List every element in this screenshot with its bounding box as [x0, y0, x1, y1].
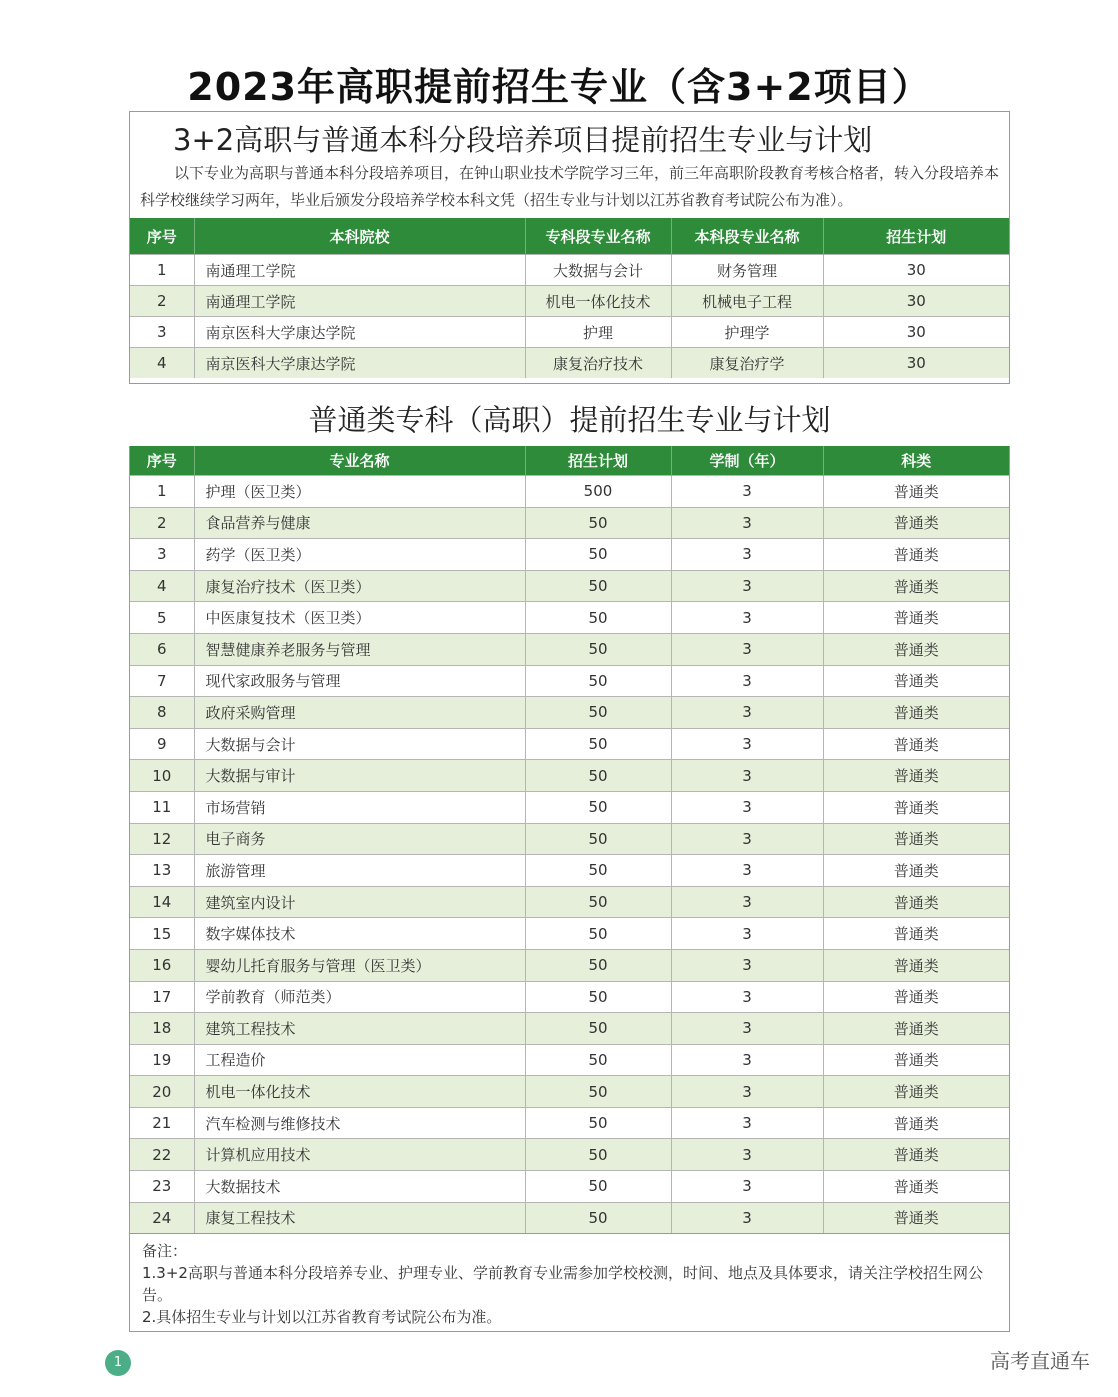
table-cell: 护理（医卫类）: [194, 476, 525, 508]
table-cell: 15: [130, 918, 194, 950]
table-cell: 3: [671, 633, 823, 665]
table-cell: 机电一体化技术: [525, 286, 671, 317]
table-cell: 12: [130, 823, 194, 855]
table-cell: 政府采购管理: [194, 697, 525, 729]
table-cell: 普通类: [823, 602, 1009, 634]
table-cell: 3: [671, 855, 823, 887]
table-cell: 3: [130, 539, 194, 571]
table-row: [130, 348, 1009, 379]
table-cell: 50: [525, 1076, 671, 1108]
table-cell: 50: [525, 791, 671, 823]
table-cell: 3: [671, 476, 823, 508]
table-cell: 旅游管理: [194, 855, 525, 887]
table-cell: 50: [525, 981, 671, 1013]
table-cell: 南通理工学院: [194, 286, 525, 317]
table-cell: 大数据与审计: [194, 760, 525, 792]
table-row: [130, 317, 1009, 348]
page-number-badge: 1: [105, 1350, 131, 1376]
table-cell: 建筑工程技术: [194, 1013, 525, 1045]
table-cell: 3: [671, 791, 823, 823]
section-3plus2: [129, 111, 1010, 384]
table-row: [130, 949, 1009, 981]
table-cell: 3: [671, 507, 823, 539]
column-header: 本科院校: [194, 218, 525, 255]
column-header: 学制（年）: [671, 446, 823, 476]
table-cell: 50: [525, 1013, 671, 1045]
table-cell: 南通理工学院: [194, 255, 525, 286]
table-cell: 9: [130, 728, 194, 760]
table-cell: 3: [671, 1013, 823, 1045]
table-cell: 19: [130, 1044, 194, 1076]
table-cell: 2: [130, 507, 194, 539]
table-cell: 普通类: [823, 791, 1009, 823]
table-cell: 50: [525, 665, 671, 697]
table-cell: 康复治疗学: [671, 348, 823, 379]
table-cell: 5: [130, 602, 194, 634]
table-cell: 南京医科大学康达学院: [194, 317, 525, 348]
table-cell: 普通类: [823, 949, 1009, 981]
table-cell: 50: [525, 1044, 671, 1076]
table-row: [130, 633, 1009, 665]
column-header: 本科段专业名称: [671, 218, 823, 255]
watermark: 高考直通车: [990, 1349, 1090, 1373]
table-cell: 3: [671, 728, 823, 760]
table-cell: 50: [525, 760, 671, 792]
table-cell: 护理: [525, 317, 671, 348]
table-row: [130, 1171, 1009, 1203]
table-cell: 3: [671, 1171, 823, 1203]
table-cell: 康复工程技术: [194, 1202, 525, 1233]
table-cell: 计算机应用技术: [194, 1139, 525, 1171]
table-cell: 16: [130, 949, 194, 981]
table-cell: 4: [130, 348, 194, 379]
table-cell: 婴幼儿托育服务与管理（医卫类）: [194, 949, 525, 981]
table-cell: 现代家政服务与管理: [194, 665, 525, 697]
table-cell: 6: [130, 633, 194, 665]
table-row: [130, 665, 1009, 697]
column-header: 招生计划: [823, 218, 1009, 255]
table-row: [130, 823, 1009, 855]
table-header-row: [130, 446, 1009, 476]
table-cell: 普通类: [823, 918, 1009, 950]
table-cell: 3: [671, 918, 823, 950]
table-cell: 市场营销: [194, 791, 525, 823]
section1-intro: 以下专业为高职与普通本科分段培养项目，在钟山职业技术学院学习三年，前三年高职阶段教育考核合格者，转入分段培养本科学校继续学习两年，毕业后颁发分段培养学校本科文凭（招生专业与计划以江苏省教育考试院公布为准）。: [140, 164, 1000, 209]
section1-title: 3+2高职与普通本科分段培养项目提前招生专业与计划: [173, 123, 873, 157]
table-row: [130, 1202, 1009, 1233]
column-header: 序号: [130, 446, 194, 476]
table-cell: 50: [525, 1107, 671, 1139]
table-cell: 50: [525, 1202, 671, 1233]
table-cell: 大数据与会计: [525, 255, 671, 286]
table-cell: 普通类: [823, 1044, 1009, 1076]
table-cell: 13: [130, 855, 194, 887]
table-cell: 普通类: [823, 539, 1009, 571]
table-row: [130, 981, 1009, 1013]
table-cell: 财务管理: [671, 255, 823, 286]
table-cell: 22: [130, 1139, 194, 1171]
table-row: [130, 1107, 1009, 1139]
table-cell: 50: [525, 886, 671, 918]
column-header: 招生计划: [525, 446, 671, 476]
table-cell: 50: [525, 823, 671, 855]
table-cell: 普通类: [823, 1076, 1009, 1108]
table-cell: 食品营养与健康: [194, 507, 525, 539]
table-cell: 3: [671, 1076, 823, 1108]
table-cell: 普通类: [823, 1139, 1009, 1171]
table-cell: 50: [525, 918, 671, 950]
table-cell: 2: [130, 286, 194, 317]
table-cell: 药学（医卫类）: [194, 539, 525, 571]
table-cell: 30: [823, 255, 1009, 286]
table-cell: 汽车检测与维修技术: [194, 1107, 525, 1139]
table-cell: 3: [671, 539, 823, 571]
column-header: 科类: [823, 446, 1009, 476]
table-cell: 普通类: [823, 823, 1009, 855]
table-cell: 8: [130, 697, 194, 729]
table-cell: 普通类: [823, 760, 1009, 792]
table-cell: 10: [130, 760, 194, 792]
table-cell: 24: [130, 1202, 194, 1233]
table-cell: 普通类: [823, 1171, 1009, 1203]
page-title: 2023年高职提前招生专业（含3+2项目）: [187, 65, 931, 109]
table-cell: 康复治疗技术: [525, 348, 671, 379]
table-cell: 3: [671, 760, 823, 792]
table-cell: 50: [525, 1139, 671, 1171]
table-cell: 30: [823, 317, 1009, 348]
table-cell: 电子商务: [194, 823, 525, 855]
table-cell: 3: [671, 1044, 823, 1076]
table-cell: 大数据技术: [194, 1171, 525, 1203]
table-cell: 18: [130, 1013, 194, 1045]
table-cell: 3: [671, 1107, 823, 1139]
table-cell: 普通类: [823, 507, 1009, 539]
table-cell: 4: [130, 570, 194, 602]
table-cell: 普通类: [823, 728, 1009, 760]
note-item: 2.具体招生专业与计划以江苏省教育考试院公布为准。: [142, 1308, 502, 1327]
table-cell: 50: [525, 697, 671, 729]
table-cell: 数字媒体技术: [194, 918, 525, 950]
table-cell: 普通类: [823, 476, 1009, 508]
table-cell: 3: [671, 981, 823, 1013]
table-cell: 智慧健康养老服务与管理: [194, 633, 525, 665]
table-cell: 3: [671, 570, 823, 602]
column-header: 序号: [130, 218, 194, 255]
table-cell: 14: [130, 886, 194, 918]
table-cell: 11: [130, 791, 194, 823]
table-cell: 17: [130, 981, 194, 1013]
table-cell: 1: [130, 255, 194, 286]
table-row: [130, 507, 1009, 539]
table-cell: 康复治疗技术（医卫类）: [194, 570, 525, 602]
table-row: [130, 1013, 1009, 1045]
table-cell: 机械电子工程: [671, 286, 823, 317]
table-cell: 50: [525, 633, 671, 665]
table-cell: 3: [671, 886, 823, 918]
table-cell: 普通类: [823, 1107, 1009, 1139]
table-row: [130, 539, 1009, 571]
table-cell: 3: [130, 317, 194, 348]
table-cell: 普通类: [823, 633, 1009, 665]
table-row: [130, 760, 1009, 792]
table-cell: 50: [525, 539, 671, 571]
table-row: [130, 918, 1009, 950]
table-cell: 3: [671, 665, 823, 697]
table-cell: 30: [823, 348, 1009, 379]
table-cell: 普通类: [823, 886, 1009, 918]
table-cell: 普通类: [823, 697, 1009, 729]
table-cell: 50: [525, 1171, 671, 1203]
table-cell: 工程造价: [194, 1044, 525, 1076]
table-row: [130, 697, 1009, 729]
table-cell: 50: [525, 855, 671, 887]
section2-title: 普通类专科（高职）提前招生专业与计划: [308, 403, 831, 437]
table-row: [130, 855, 1009, 887]
table-cell: 500: [525, 476, 671, 508]
table-cell: 50: [525, 728, 671, 760]
table-row: [130, 1044, 1009, 1076]
table-cell: 30: [823, 286, 1009, 317]
notes-label: 备注：: [142, 1242, 188, 1261]
table-row: [130, 1139, 1009, 1171]
table-cell: 3: [671, 949, 823, 981]
table-cell: 23: [130, 1171, 194, 1203]
table-general: [130, 446, 1009, 1233]
table-cell: 3: [671, 697, 823, 729]
table-row: [130, 255, 1009, 286]
table-row: [130, 791, 1009, 823]
table-row: [130, 476, 1009, 508]
table-row: [130, 570, 1009, 602]
table-cell: 21: [130, 1107, 194, 1139]
table-cell: 护理学: [671, 317, 823, 348]
table-row: [130, 1076, 1009, 1108]
table-cell: 建筑室内设计: [194, 886, 525, 918]
table-cell: 50: [525, 507, 671, 539]
table-cell: 普通类: [823, 1202, 1009, 1233]
table-row: [130, 602, 1009, 634]
table-cell: 3: [671, 823, 823, 855]
table-cell: 50: [525, 949, 671, 981]
table-row: [130, 886, 1009, 918]
section-general: [129, 446, 1010, 1332]
table-3plus2: [130, 218, 1009, 378]
table-cell: 普通类: [823, 981, 1009, 1013]
table-cell: 中医康复技术（医卫类）: [194, 602, 525, 634]
table-cell: 3: [671, 1139, 823, 1171]
table-cell: 普通类: [823, 855, 1009, 887]
table-cell: 1: [130, 476, 194, 508]
table-cell: 普通类: [823, 1013, 1009, 1045]
table-row: [130, 286, 1009, 317]
table-cell: 普通类: [823, 570, 1009, 602]
notes: [130, 1233, 1009, 1328]
table-cell: 大数据与会计: [194, 728, 525, 760]
table-cell: 20: [130, 1076, 194, 1108]
note-item: 1.3+2高职与普通本科分段培养专业、护理专业、学前教育专业需参加学校校测，时间、地点及具体要求，请关注学校招生网公告。: [142, 1264, 983, 1305]
table-cell: 7: [130, 665, 194, 697]
table-cell: 3: [671, 602, 823, 634]
column-header: 专科段专业名称: [525, 218, 671, 255]
table-cell: 机电一体化技术: [194, 1076, 525, 1108]
table-row: [130, 728, 1009, 760]
table-cell: 50: [525, 570, 671, 602]
column-header: 专业名称: [194, 446, 525, 476]
table-header-row: [130, 218, 1009, 255]
table-cell: 南京医科大学康达学院: [194, 348, 525, 379]
table-cell: 学前教育（师范类）: [194, 981, 525, 1013]
table-cell: 50: [525, 602, 671, 634]
table-cell: 普通类: [823, 665, 1009, 697]
table-cell: 3: [671, 1202, 823, 1233]
